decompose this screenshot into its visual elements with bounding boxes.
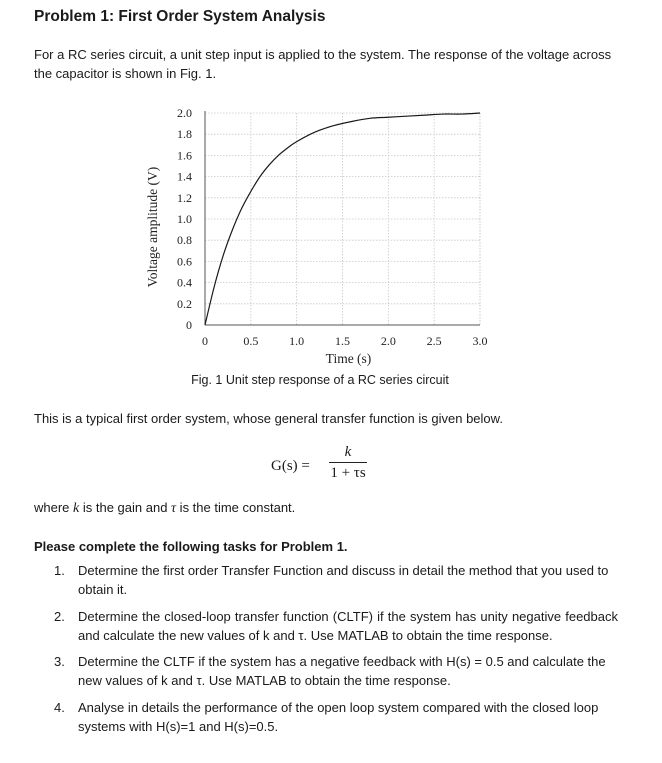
task-text: Determine the CLTF if the system has a negative feedback with H(s) = 0.5 and calculate the new values of k and τ. Use MATLAB to obtain the time response. bbox=[78, 654, 606, 688]
task-list bbox=[34, 561, 618, 736]
y-tick-label: 2.0 bbox=[177, 106, 192, 120]
tasks-title: Please complete the following tasks for Problem 1. bbox=[34, 539, 348, 554]
y-tick-label: 1.6 bbox=[177, 148, 192, 163]
task-number: 2. bbox=[54, 609, 65, 624]
formula-denominator: 1 + τs bbox=[330, 465, 366, 481]
y-tick-label: 0.6 bbox=[177, 254, 192, 269]
x-tick-label: 0.5 bbox=[243, 334, 259, 348]
chart-grid bbox=[205, 113, 480, 325]
chart-labels bbox=[145, 106, 488, 366]
where-k: k bbox=[73, 501, 80, 516]
y-tick-label: 0 bbox=[186, 318, 192, 332]
intro-paragraph: For a RC series circuit, a unit step input is applied to the system. The response of the voltage across the capacitor is shown in Fig. 1. bbox=[34, 47, 612, 81]
x-axis-label: Time (s) bbox=[325, 351, 372, 366]
where-post: is the time constant. bbox=[176, 500, 296, 515]
where-tau: τ bbox=[171, 501, 177, 516]
problem-title: Problem 1: First Order System Analysis bbox=[34, 8, 326, 25]
fraction-bar bbox=[329, 462, 367, 463]
y-tick-label: 1.0 bbox=[177, 212, 192, 226]
y-tick-label: 0.2 bbox=[177, 296, 192, 311]
task-item bbox=[34, 607, 618, 645]
x-tick-label: 1.0 bbox=[289, 334, 305, 348]
task-number: 3. bbox=[54, 654, 65, 669]
task-item bbox=[34, 561, 618, 599]
y-tick-label: 1.2 bbox=[177, 190, 192, 205]
y-axis-label: Voltage amplitude (V) bbox=[145, 166, 160, 288]
y-tick-label: 0.4 bbox=[177, 275, 192, 290]
formula-lhs: G(s) = bbox=[271, 458, 310, 474]
x-tick-label: 1.5 bbox=[335, 334, 350, 348]
where-pre: where bbox=[34, 500, 74, 515]
where-mid: is the gain and bbox=[79, 500, 172, 515]
formula-fraction bbox=[329, 444, 367, 482]
y-tick-label: 1.4 bbox=[177, 169, 192, 184]
formula-numerator: k bbox=[344, 444, 352, 460]
transfer-function-intro: This is a typical first order system, whose general transfer function is given below. bbox=[34, 411, 503, 426]
x-tick-label: 2.5 bbox=[426, 334, 442, 348]
task-text: Determine the first order Transfer Function and discuss in detail the method that you used to obtain it. bbox=[78, 563, 609, 597]
task-number: 1. bbox=[54, 563, 65, 578]
task-text: Determine the closed-loop transfer function (CLTF) if the system has unity negative feedback and calculate the new values of k and τ. Use MATLAB to obtain the time response. bbox=[78, 609, 618, 643]
figure-caption: Fig. 1 Unit step response of a RC series circuit bbox=[191, 373, 449, 387]
x-tick-label: 2.0 bbox=[380, 334, 396, 348]
x-tick-label: 3.0 bbox=[472, 334, 488, 348]
step-response-chart bbox=[0, 95, 662, 375]
y-tick-label: 1.8 bbox=[177, 127, 192, 142]
task-item bbox=[34, 652, 618, 690]
task-number: 4. bbox=[54, 700, 65, 715]
where-text bbox=[34, 498, 295, 518]
task-text: Analyse in details the performance of the open loop system compared with the closed loop systems with H(s)=1 and H(s)=0.5. bbox=[78, 700, 599, 734]
y-tick-label: 0.8 bbox=[177, 233, 192, 248]
task-item bbox=[34, 698, 618, 736]
x-tick-label: 0 bbox=[202, 334, 208, 348]
